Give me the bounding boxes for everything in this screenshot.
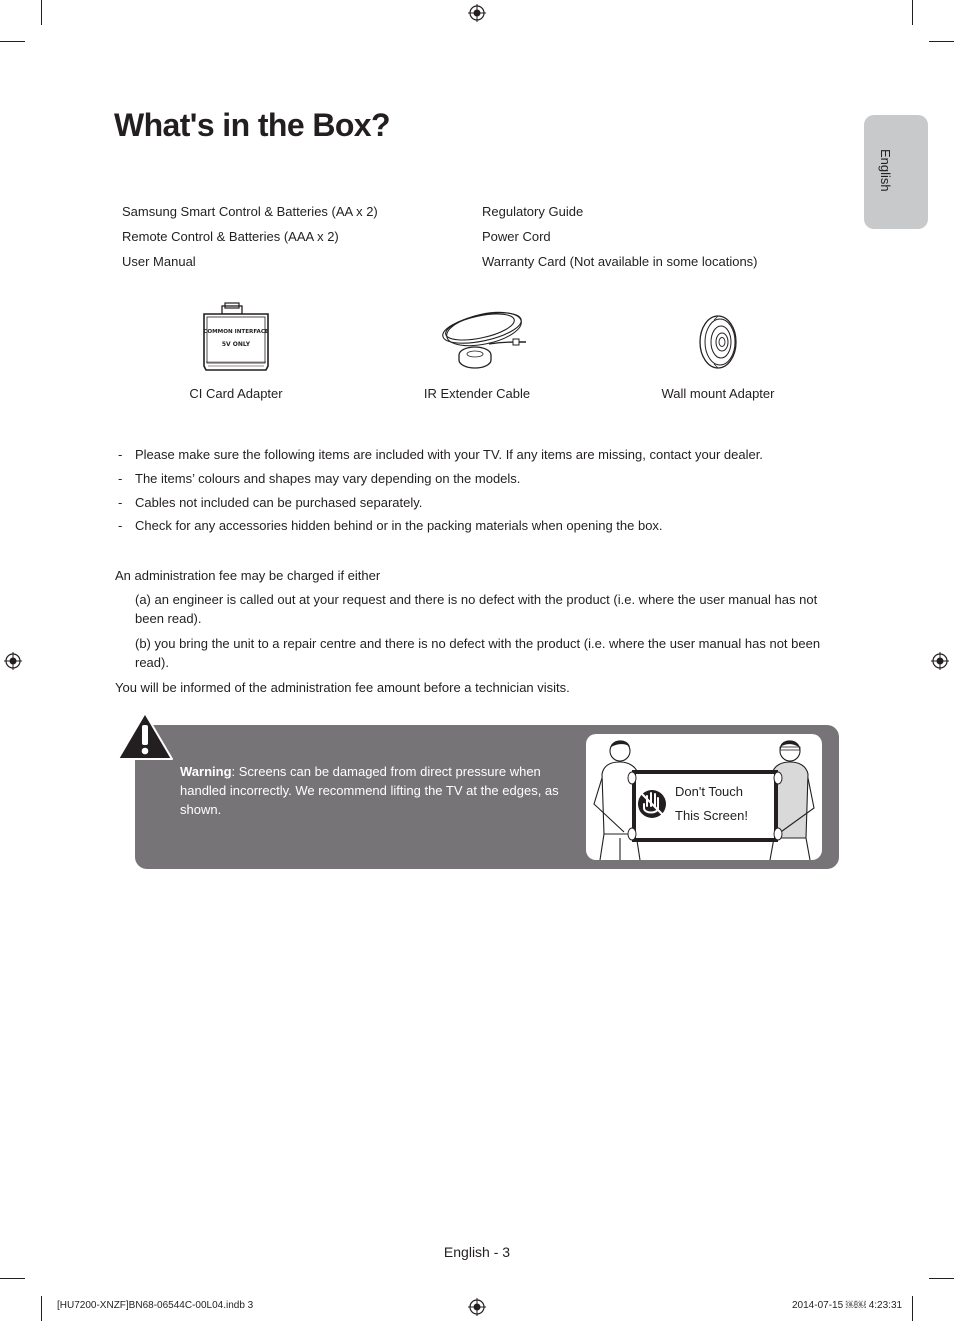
sign-line2: This Screen! — [675, 808, 748, 823]
contents-item: Warranty Card (Not available in some locations) — [482, 254, 758, 269]
registration-mark-icon — [931, 652, 949, 670]
contents-list-left — [122, 199, 378, 274]
tv-handling-illustration — [586, 734, 822, 860]
admin-fee-a-line1: (a) an engineer is called out at your request and there is no defect with the product (i.e. where the user manual has not — [135, 592, 818, 607]
registration-mark-icon — [468, 4, 486, 22]
admin-fee-a-line2: been read). — [135, 611, 202, 626]
crop-mark — [912, 1296, 913, 1321]
language-tab-label: English — [878, 149, 893, 192]
crop-mark — [41, 0, 42, 25]
crop-mark — [41, 1296, 42, 1321]
language-tab — [864, 115, 928, 229]
registration-mark-icon — [468, 1298, 486, 1316]
print-slug-file: [HU7200-XNZF]BN68-06544C-00L04.indb 3 — [57, 1300, 254, 1311]
admin-fee-b-line2: read). — [135, 655, 169, 670]
accessory-ci-card-adapter — [136, 300, 336, 401]
accessory-ir-extender-cable — [377, 300, 577, 401]
accessory-label: IR Extender Cable — [423, 386, 531, 401]
contents-item: Remote Control & Batteries (AAA x 2) — [122, 229, 339, 244]
accessory-label: Wall mount Adapter — [661, 386, 775, 401]
ci-card-adapter-icon — [196, 300, 276, 380]
contents-item: Samsung Smart Control & Batteries (AA x 2) — [122, 204, 378, 219]
sign-line1: Don't Touch — [675, 784, 744, 799]
page-number: English - 3 — [443, 1244, 511, 1260]
crop-mark — [0, 1278, 25, 1279]
print-slug-date: 2014-07-15 ￼￼ 4:23:31 — [792, 1300, 903, 1311]
wall-mount-adapter-icon — [678, 300, 758, 380]
list-item: - The items’ colours and shapes may vary depending on the models. — [118, 470, 521, 486]
contents-item: Power Cord — [482, 229, 551, 244]
warning-text — [180, 762, 570, 819]
list-item: - Please make sure the following items are included with your TV. If any items are missing, contact your dealer. — [118, 447, 763, 462]
registration-mark-icon — [4, 652, 22, 670]
crop-mark — [912, 0, 913, 25]
crop-mark — [929, 1278, 954, 1279]
ci-card-print-line1: COMMON INTERFACE — [203, 329, 269, 335]
list-item: - Check for any accessories hidden behind or in the packing materials when opening the box. — [118, 518, 663, 534]
admin-fee-b-line1: (b) you bring the unit to a repair centre and there is no defect with the product (i.e. where the user manual has not been — [135, 636, 821, 651]
warning-triangle-icon — [116, 711, 174, 761]
ir-extender-cable-icon — [427, 300, 527, 380]
contents-list-right — [482, 199, 758, 274]
notes-list — [118, 445, 838, 540]
warning-body: : Screens can be damaged from direct pressure when handled incorrectly. We recommend lifting the TV at the edges, as shown. — [180, 764, 559, 817]
admin-fee-intro: An administration fee may be charged if either — [115, 568, 381, 583]
list-item: - Cables not included can be purchased separately. — [118, 494, 423, 510]
contents-item: User Manual — [122, 254, 196, 269]
warning-label: Warning — [180, 764, 232, 779]
accessory-label: CI Card Adapter — [189, 386, 283, 401]
ci-card-print-line2: 5V ONLY — [221, 341, 251, 348]
admin-fee-closing: You will be informed of the administration fee amount before a technician visits. — [115, 680, 570, 695]
crop-mark — [929, 41, 954, 42]
contents-item: Regulatory Guide — [482, 204, 584, 219]
crop-mark — [0, 41, 25, 42]
accessory-wall-mount-adapter — [618, 300, 818, 401]
page-title: What's in the Box? — [114, 107, 390, 143]
